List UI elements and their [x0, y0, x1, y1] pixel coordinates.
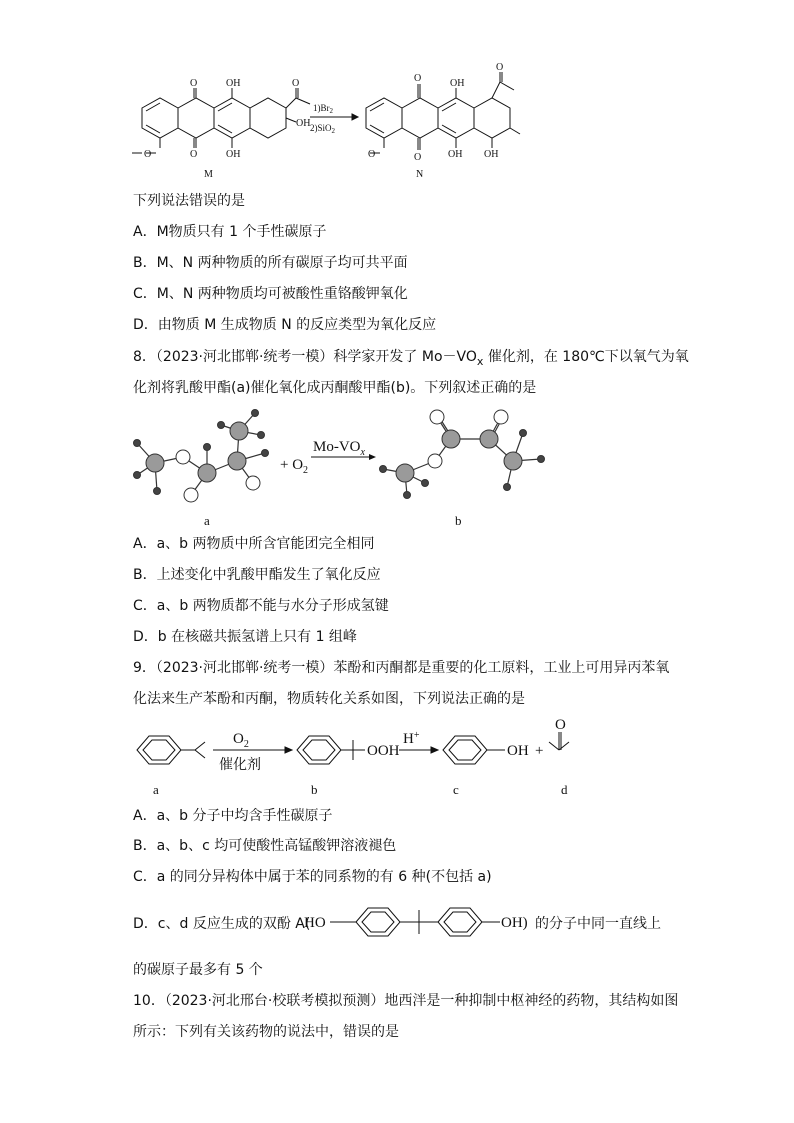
q8-stem-line2: 化剂将乳酸甲酯(a)催化氧化成丙酮酸甲酯(b)。下列叙述正确的是	[133, 380, 537, 396]
q8-option-c: C．a、b 两物质都不能与水分子形成氢键	[133, 598, 389, 614]
q9-option-d-line2: 的碳原子最多有 5 个	[133, 962, 263, 978]
bisphenol-a-structure	[300, 898, 535, 946]
n-o-top: O	[414, 73, 422, 84]
m-side-oh: OH	[296, 118, 311, 129]
label-a: a	[153, 782, 159, 797]
reagent-sio2: 2)SiO$_2$	[310, 123, 336, 135]
q7-option-d: D．由物质 M 生成物质 N 的反应类型为氧化反应	[133, 317, 437, 333]
ooh-label: OOH	[367, 743, 400, 759]
acetone-o: O	[555, 717, 566, 733]
label-a: a	[204, 513, 210, 528]
q7-option-b: B．M、N 两种物质的所有碳原子均可共平面	[133, 255, 408, 271]
catalyst-label: 催化剂	[219, 758, 261, 773]
label-m: M	[204, 169, 213, 180]
q7-reaction-scheme	[120, 60, 560, 185]
n-oh-top: OH	[450, 78, 465, 89]
q7-option-a: A．M物质只有 1 个手性碳原子	[133, 224, 327, 240]
q9-reaction-scheme	[125, 712, 595, 804]
h-plus-label: H+	[403, 730, 420, 747]
catalyst-mo-vox: $Mo-VO_x$	[313, 439, 365, 458]
oh-label: OH)	[501, 915, 528, 931]
label-b: b	[311, 782, 318, 797]
n-oh-ring: OH	[484, 149, 499, 160]
o2-label: $O_2$	[233, 731, 249, 750]
reagent-br2: $1)Br_2$	[313, 103, 333, 115]
q10-stem-line2: 所示：下列有关该药物的说法中，错误的是	[133, 1024, 399, 1040]
q9-stem-line1: 9．（2023·河北邯郸·统考一模）苯酚和丙酮都是重要的化工原料，工业上可用异丙苯氧	[133, 660, 670, 676]
n-methoxy-o: O	[368, 149, 376, 160]
n-o-bottom: O	[414, 152, 422, 163]
q9-option-d-suffix: 的分子中同一直线上	[535, 916, 661, 932]
q8-ball-stick-scheme	[125, 403, 565, 533]
plus-o2: + $O_2$	[280, 457, 309, 476]
m-o-bottom: O	[190, 149, 198, 160]
m-methoxy-o: O	[144, 149, 152, 160]
q7-prompt: 下列说法错误的是	[133, 193, 245, 209]
q8-option-a: A．a、b 两物质中所含官能团完全相同	[133, 536, 375, 552]
m-oh-top: O	[190, 78, 198, 89]
label-c: c	[453, 782, 459, 797]
q9-option-a: A．a、b 分子中均含手性碳原子	[133, 808, 333, 824]
m-oh-bottom: OH	[226, 149, 241, 160]
q8-option-b: B．上述变化中乳酸甲酯发生了氧化反应	[133, 567, 381, 583]
label-b: b	[455, 513, 462, 528]
label-d: d	[561, 782, 568, 797]
ho-label: HO	[304, 915, 326, 931]
q9-option-d-prefix: D．c、d 反应生成的双酚 A(	[133, 916, 311, 932]
oh-label: OH	[507, 743, 529, 759]
q8-stem-line1: 8．（2023·河北邯郸·统考一模）科学家开发了 $Mo-VO_x$ 催化剂，在 180℃下以氧气为氧	[133, 349, 689, 368]
q9-stem-line2: 化法来生产苯酚和丙酮，物质转化关系如图，下列说法正确的是	[133, 691, 525, 707]
q9-option-c: C．a 的同分异构体中属于苯的同系物的有 6 种(不包括 a)	[133, 869, 492, 885]
m-oh-top-2: OH	[226, 78, 241, 89]
q8-option-d: D．b 在核磁共振氢谱上只有 1 组峰	[133, 629, 357, 645]
q9-option-b: B．a、b、c 均可使酸性高锰酸钾溶液褪色	[133, 838, 397, 854]
plus-sign: +	[535, 743, 544, 759]
label-n: N	[416, 169, 424, 180]
n-oh-bottom: OH	[448, 149, 463, 160]
m-carbonyl-o: O	[292, 78, 300, 89]
q7-option-c: C．M、N 两种物质均可被酸性重铬酸钾氧化	[133, 286, 408, 302]
n-carbonyl-o: O	[496, 62, 504, 73]
q10-stem-line1: 10．（2023·河北邢台·校联考模拟预测）地西泮是一种抑制中枢神经的药物，其结构如图	[133, 993, 679, 1009]
